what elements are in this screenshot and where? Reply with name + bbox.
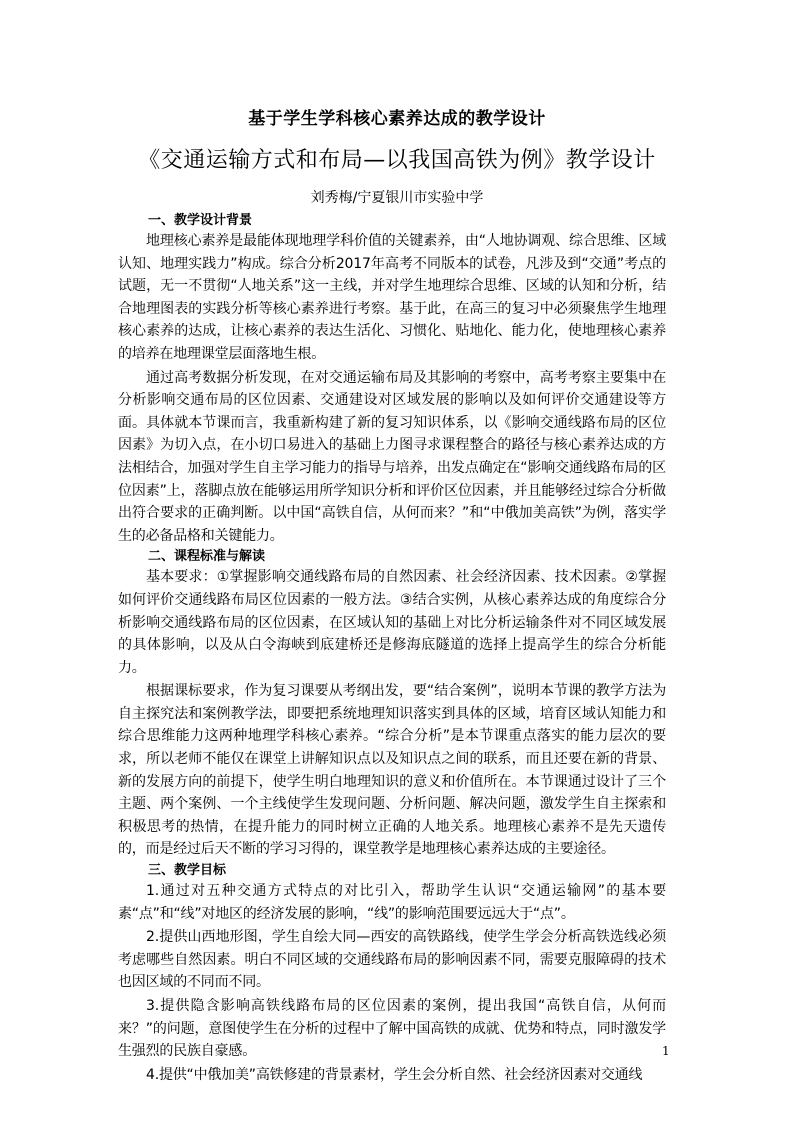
page-number: 1 xyxy=(662,1044,670,1058)
section-heading: 二、课程标准与解读 xyxy=(148,549,266,565)
section-heading: 一、教学设计背景 xyxy=(148,213,253,228)
document-title: 基于学生学科核心素养达成的教学设计 xyxy=(248,109,546,129)
section-curriculum-standard xyxy=(118,548,666,861)
section-teaching-goals xyxy=(118,862,666,1086)
section-heading: 三、教学目标 xyxy=(148,863,227,879)
author-line: 刘秀梅/宁夏银川市实验中学 xyxy=(310,190,484,206)
section-background xyxy=(118,212,666,547)
goal-item: 4.提供“中俄加美”高铁修建的背景素材，学生会分析自然、社会经济因素对交通线 xyxy=(146,1066,643,1083)
goal-item: 1.通过对五种交通方式特点的对比引入，帮助学生认识“交通运输网”的基本要素“点”和“线”对地区的经济发展的影响，“线”的影响范围要远远大于“点”。 xyxy=(118,883,666,922)
paragraph: 通过高考数据分析发现，在对交通运输布局及其影响的考察中，高考考察主要集中在分析影响交通布局的区位因素、交通建设对区域发展的影响以及如何评价交通建设等方面。具体就本节课而言，我重新构建了新的复习知识体系，以《影响交通线路布局的区位因素》为切入点，在小切口易进入的基础上力图寻求课程整合的路径与核心素养达成的方法相结合，加强对学生自主学习能力的指导与培养，出发点确定在“影响交通线路布局的区位因素”上，落脚点放在能够运用所学知识分析和评价区位因素，并且能够经过综合分析做出符合要求的正确判断。以中国“高铁自信，从何而来？”和“中俄加美高铁”为例，落实学生的必备品格和关键能力。 xyxy=(118,369,666,544)
goal-item: 2.提供山西地形图，学生自绘大同—西安的高铁路线，使学生学会分析高铁选线必须考虑哪些自然因素。明白不同区域的交通线路布局的影响因素不同，需要克服障碍的技术也因区域的不同而不同。 xyxy=(118,929,666,991)
paragraph: 根据课标要求，作为复习课要从考纲出发，要“结合案例”，说明本节课的教学方法为自主探究法和案例教学法，即要把系统地理知识落实到具体的区域，培育区域认知能力和综合思维能力这两种地理学科核心素养。“综合分析”是本节课重点落实的能力层次的要求，所以老师不能仅在课堂上讲解知识点以及知识点之间的联系，而且还要在新的背景、新的发展方向的前提下，使学生明白地理知识的意义和价值所在。本节课通过设计了三个主题、两个案例、一个主线使学生发现问题、分析问题、解决问题，激发学生自主探索和积极思考的热情，在提升能力的同时树立正确的人地关系。地理核心素养不是先天遗传的，而是经过后天不断的学习习得的，课堂教学是地理核心素养达成的主要途径。 xyxy=(118,683,666,858)
paragraph: 基本要求：①掌握影响交通线路布局的自然因素、社会经济因素、技术因素。②掌握如何评价交通线路布局区位因素的一般方法。③结合实例，从核心素养达成的角度综合分析影响交通线路布局的区位因素，在区域认知的基础上对比分析运输条件对不同区域发展的具体影响，以及从白令海峡到底建桥还是修海底隧道的选择上提高学生的综合分析能力。 xyxy=(118,569,666,676)
goal-item: 3.提供隐含影响高铁线路布局的区位因素的案例，提出我国“高铁自信，从何而来？”的问题，意图使学生在分析的过程中了解中国高铁的成就、优势和特点，同时激发学生强烈的民族自豪感。 xyxy=(118,998,666,1060)
document-subtitle: 《交通运输方式和布局—以我国高铁为例》教学设计 xyxy=(138,148,656,173)
document-body xyxy=(118,212,666,1087)
paragraph: 地理核心素养是最能体现地理学科价值的关键素养，由“人地协调观、综合思维、区域认知、地理实践力”构成。综合分析2017年高考不同版本的试卷，凡涉及到“交通”考点的试题，无一不贯彻“人地关系”这一主线，并对学生地理综合思维、区域的认知和分析，结合地理图表的实践分析等核心素养进行考察。基于此，在高三的复习中必须聚焦学生地理核心素养的达成，让核心素养的表达生活化、习惯化、贴地化、能力化，使地理核心素养的培养在地理课堂层面落地生根。 xyxy=(118,233,666,362)
